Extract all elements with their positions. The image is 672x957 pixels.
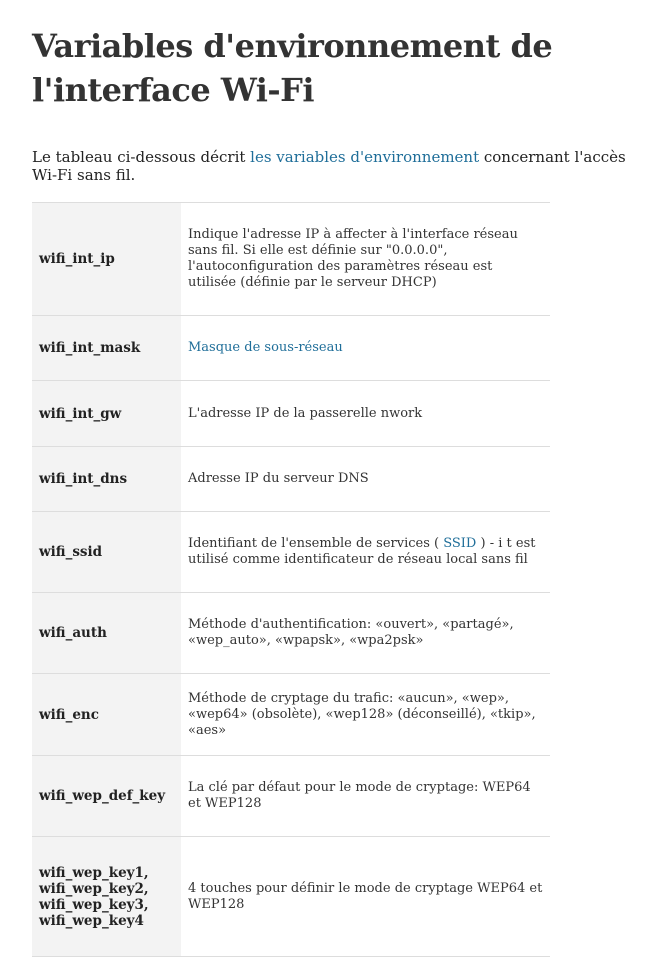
- variable-description: 4 touches pour définir le mode de cryptage WEP64 et WEP128: [181, 837, 550, 957]
- subnet-mask-link[interactable]: Masque de sous-réseau: [188, 340, 343, 355]
- intro-paragraph: [32, 148, 632, 184]
- ssid-link[interactable]: SSID: [443, 536, 477, 551]
- table-row: [32, 837, 550, 957]
- table-row: [32, 381, 550, 447]
- variable-description: Méthode d'authentification: «ouvert», «partagé», «wep_auto», «wpapsk», «wpa2psk»: [181, 593, 550, 674]
- page-title: [32, 24, 642, 112]
- variable-name: wifi_int_gw: [32, 381, 181, 447]
- table-row: [32, 447, 550, 512]
- ssid-text-before: Identifiant de l'ensemble de services (: [188, 536, 444, 551]
- table-row: [32, 512, 550, 593]
- table-row: [32, 674, 550, 756]
- table-row: [32, 203, 550, 316]
- variable-name-line: wifi_wep_key1,: [39, 864, 149, 881]
- variables-table: [32, 202, 550, 957]
- variable-name: wifi_ssid: [32, 512, 181, 593]
- variable-description: Indique l'adresse IP à affecter à l'interface réseau sans fil. Si elle est définie sur "0.0.0.0", l'autoconfiguration des paramètres réseau est utilisée (définie par le serveur DHCP): [181, 203, 550, 316]
- variable-description: La clé par défaut pour le mode de cryptage: WEP64 et WEP128: [181, 756, 550, 837]
- env-variables-link[interactable]: les variables d'environnement: [250, 148, 480, 166]
- variable-name: wifi_wep_def_key: [32, 756, 181, 837]
- table-row: [32, 756, 550, 837]
- page-title-line1: Variables d'environnement de: [32, 27, 553, 65]
- table-row: [32, 316, 550, 381]
- variable-name: wifi_int_mask: [32, 316, 181, 381]
- variable-name: wifi_enc: [32, 674, 181, 756]
- variable-name-line: wifi_wep_key2,: [39, 880, 149, 897]
- variable-name: wifi_int_ip: [32, 203, 181, 316]
- variable-description: [181, 316, 550, 381]
- variable-description: Méthode de cryptage du trafic: «aucun», «wep», «wep64» (obsolète), «wep128» (déconseillé), «tkip», «aes»: [181, 674, 550, 756]
- ssid-text-after: ) - i t est utilisé comme identificateur de réseau local sans fil: [188, 536, 536, 567]
- variable-description: [181, 512, 550, 593]
- variable-name-line: wifi_wep_key3,: [39, 896, 149, 913]
- intro-text-before: Le tableau ci-dessous décrit: [32, 148, 251, 166]
- variable-name: wifi_auth: [32, 593, 181, 674]
- variable-description: L'adresse IP de la passerelle nwork: [181, 381, 550, 447]
- variable-name-line: wifi_wep_key4: [39, 912, 144, 929]
- intro-text-after: concernant l'accès Wi-Fi sans fil.: [32, 148, 626, 184]
- article: [32, 0, 642, 957]
- variable-name: wifi_int_dns: [32, 447, 181, 512]
- table-row: [32, 593, 550, 674]
- page-title-line2: l'interface Wi-Fi: [32, 71, 315, 109]
- variable-description: Adresse IP du serveur DNS: [181, 447, 550, 512]
- variable-name: [32, 837, 181, 957]
